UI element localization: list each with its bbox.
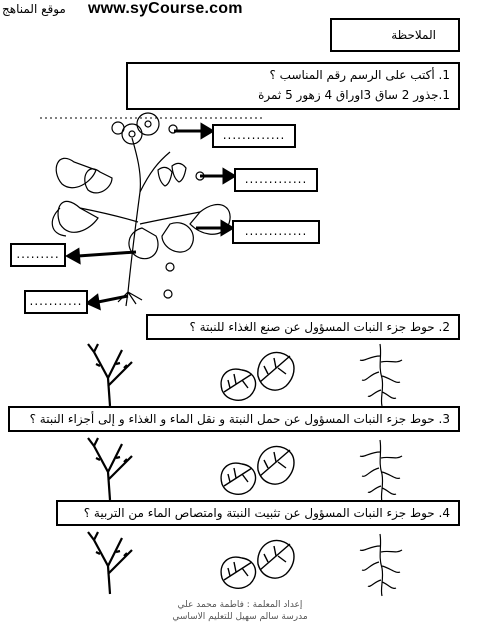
stem-icon[interactable] [70,530,150,596]
question-3-box [8,406,460,432]
roots-icon[interactable] [356,438,406,504]
roots-icon[interactable] [356,342,406,408]
note-label: الملاحظة [391,28,436,42]
leaves-icon[interactable] [216,346,300,404]
leaves-icon[interactable] [216,534,300,592]
answer-box-3[interactable]: ............. [232,220,320,244]
site-name: موقع المناهج [2,2,66,16]
answer-box-2[interactable]: ............. [234,168,318,192]
question-4-box [56,500,460,526]
question-2-text: 2. حوط جزء النبات المسؤول عن صنع الغذاء للنبتة ؟ [189,320,450,334]
leaves-icon[interactable] [216,440,300,498]
footer-teacher: إعداد المعلمة : فاطمة محمد علي [177,600,303,610]
question-1-text: 1. أكتب على الرسم رقم المناسب ؟ [269,68,450,82]
answer-box-1[interactable]: ............. [212,124,296,148]
roots-icon[interactable] [356,532,406,598]
question-4-text: 4. حوط جزء النبات المسؤول عن تثبيت النبتة وامتصاص الماء من التربية ؟ [83,506,450,520]
answer-box-5[interactable]: ........... [24,290,88,314]
question-2-box [146,314,460,340]
stem-icon[interactable] [70,436,150,502]
question-3-text: 3. حوط جزء النبات المسؤول عن حمل النبتة و نقل الماء و الغذاء و إلى أجزاء النبتة ؟ [29,412,450,426]
stem-icon[interactable] [70,342,150,408]
footer-school: مدرسة سالم سهيل للتعليم الاساسي [172,612,308,622]
question-1-options: 1.جذور 2 ساق 3اوراق 4 زهور 5 ثمرة [258,88,450,102]
site-url: www.syCourse.com [88,0,243,17]
answer-box-4[interactable]: ......... [10,243,66,267]
